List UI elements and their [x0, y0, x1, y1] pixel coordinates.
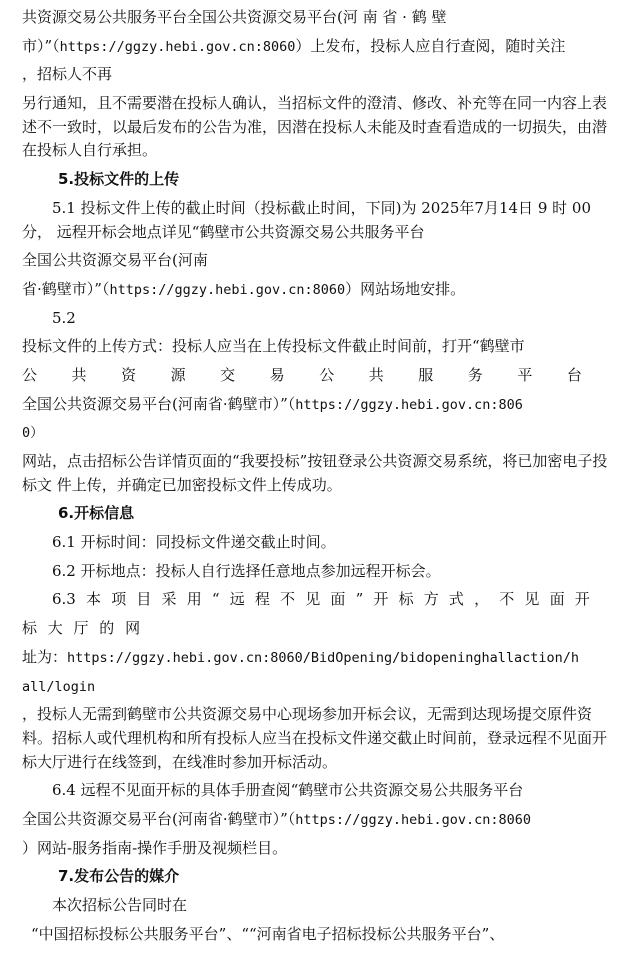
para-5-2-text-d: 网站，点击招标公告详情页面的“我要投标”按钮登录公共资源交易系统，将已加密电子投标文 件上传，并确定已加密投标文件上传成功。 — [22, 452, 608, 494]
spread-char: 交 — [220, 365, 236, 384]
spread-char: 不 — [499, 590, 515, 609]
spread-char: 目 — [136, 590, 152, 609]
para-6-3-text-d: ，投标人无需到鹤壁市公共资源交易中心现场参加开标会议，无需到达现场提交原件资料。招标人或代理机构和所有投标人应当在投标文件递交截止时间前，登录远程不见面开标大厅进行在线签到，在线准时参加开标活动。 — [22, 705, 608, 771]
intro-line-1 — [22, 6, 612, 30]
para-6-4-text-c: ）网站-服务指南-操作手册及视频栏目。 — [22, 838, 288, 857]
para-6-3-line-e — [22, 703, 612, 774]
para-5-2-text-b: 全国公共资源交易平台(河南省·鹤壁市）”（ — [22, 394, 296, 413]
para-5-2-url: https://ggzy.hebi.gov.cn:806 — [295, 396, 523, 413]
para-6-4-text-b: 全国公共资源交易平台(河南省·鹤壁市）”（ — [22, 809, 296, 828]
section-5-heading: 5.投标文件的上传 — [58, 170, 180, 189]
spread-char: 共 — [71, 365, 87, 384]
spread-char: 面 — [549, 590, 565, 609]
para-6-4-text-a: 6.4 远程不见面开标的具体手册查阅“鹤壁市公共资源交易公共服务平台 — [52, 781, 524, 800]
para-6-3-line-d — [22, 675, 612, 699]
para-5-1-text-a: 5.1 投标文件上传的截止时间（投标截止时间，下同)为 2025年7月14日 9 时 00 分， 远程开标会地点详见“鹤壁市公共资源交易公共服务平台 — [22, 198, 591, 241]
intro-line-3 — [22, 63, 612, 87]
spread-char: 台 — [566, 365, 582, 384]
spread-char: 用 — [186, 590, 202, 609]
spread-char: 公 — [22, 365, 38, 384]
spread-char: 采 — [161, 590, 177, 609]
spread-char: 见 — [305, 590, 321, 609]
spread-char: 程 — [254, 590, 270, 609]
section-6-heading: 6.开标信息 — [58, 504, 135, 523]
spread-char: 资 — [121, 365, 137, 384]
opening-hall-url-part-1[interactable]: https://ggzy.hebi.gov.cn:8060/BidOpening/bidopeninghallaction/h — [67, 649, 580, 666]
spread-char: 6.3 — [52, 590, 76, 609]
intro-text-1: 共资源交易公共服务平台全国公共资源交易平台(河 南 省 · 鹤 壁 — [22, 8, 447, 26]
intro-line-2 — [22, 35, 612, 59]
para-6-4-line-c — [22, 837, 612, 861]
para-5-2-line-d — [22, 450, 612, 497]
spread-char: 服 — [418, 365, 434, 384]
intro-paragraph — [22, 92, 612, 163]
para-5-2-text-c: 0） — [22, 425, 44, 442]
para-5-2-line-a — [22, 335, 612, 359]
para-5-1-text-d: ）网站场地安排。 — [345, 279, 466, 298]
spread-char: 本 — [86, 590, 102, 609]
spread-char: 源 — [170, 365, 186, 384]
intro-url: https://ggzy.hebi.gov.cn:8060 — [59, 38, 296, 55]
para-6-4-line-b — [22, 808, 612, 832]
para-6-3-text-c: 址为： — [22, 647, 68, 666]
para-5-1-text-c: 省·鹤壁市）”（ — [22, 279, 110, 298]
para-5-2-number: 5.2 — [52, 308, 76, 327]
para-7-1: 本次招标公告同时在 — [52, 896, 188, 914]
spread-char: “ — [211, 590, 220, 609]
intro-text-2a: 市）”（ — [22, 36, 60, 55]
spread-char: 务 — [467, 365, 483, 384]
spread-char: 面 — [330, 590, 346, 609]
opening-hall-url-part-2[interactable]: all/login — [22, 678, 96, 695]
spread-char: 方 — [423, 590, 439, 609]
spread-char: 式 — [448, 590, 464, 609]
para-5-2-spread-line — [22, 364, 582, 388]
spread-char: 开 — [574, 590, 590, 609]
para-5-2-line-b — [22, 393, 612, 417]
spread-char: 见 — [524, 590, 540, 609]
para-6-1: 6.1 开标时间：同投标文件递交截止时间。 — [52, 533, 336, 552]
para-6-3-line-b: 标 大 厅 的 网 — [22, 619, 144, 638]
intro-text-4: 另行通知，且不需要潜在投标人确认，当招标文件的澄清、修改、补充等在同一内容上表述不一致时，以最后发布的公告为准，因潜在投标人未能及时查看造成的一切损失，由潜在投标人自行承担。 — [22, 94, 608, 160]
para-6-4-url: https://ggzy.hebi.gov.cn:8060 — [295, 811, 531, 828]
spread-char: 易 — [269, 365, 285, 384]
intro-text-3: ，招标人不再 — [22, 65, 113, 84]
spread-char: 标 — [398, 590, 414, 609]
spread-char: ， — [474, 590, 490, 609]
para-5-1-line-b — [22, 249, 612, 273]
spread-char: 项 — [111, 590, 127, 609]
spread-char: ” — [355, 590, 364, 609]
spread-char: 公 — [319, 365, 335, 384]
spread-char: 不 — [280, 590, 296, 609]
para-5-2-line-c — [22, 421, 612, 445]
para-5-1-url: https://ggzy.hebi.gov.cn:8060 — [109, 281, 346, 298]
spread-char: 共 — [368, 365, 384, 384]
spread-char: 平 — [517, 365, 533, 384]
para-5-1-line-c — [22, 278, 612, 302]
para-6-3-line-c — [22, 646, 612, 670]
intro-text-2b: ）上发布，投标人应自行查阅，随时关注 — [295, 36, 566, 55]
para-6-3-spread-line — [22, 588, 590, 612]
para-5-1-text-b: 全国公共资源交易平台(河南 — [22, 251, 208, 270]
section-7-heading: 7.发布公告的媒介 — [58, 867, 180, 886]
para-6-2: 6.2 开标地点：投标人自行选择任意地点参加远程开标会。 — [52, 561, 441, 580]
para-7-2: “中国招标投标公共服务平台”、““河南省电子招标投标公共服务平台”、 — [31, 924, 505, 943]
spread-char: 开 — [373, 590, 389, 609]
spread-char: 远 — [229, 590, 245, 609]
para-5-2-text-a: 投标文件的上传方式：投标人应当在上传投标文件截止时间前，打开“鹤壁市 — [22, 337, 525, 356]
para-5-1 — [22, 197, 612, 244]
para-6-4-line-a — [22, 779, 612, 803]
